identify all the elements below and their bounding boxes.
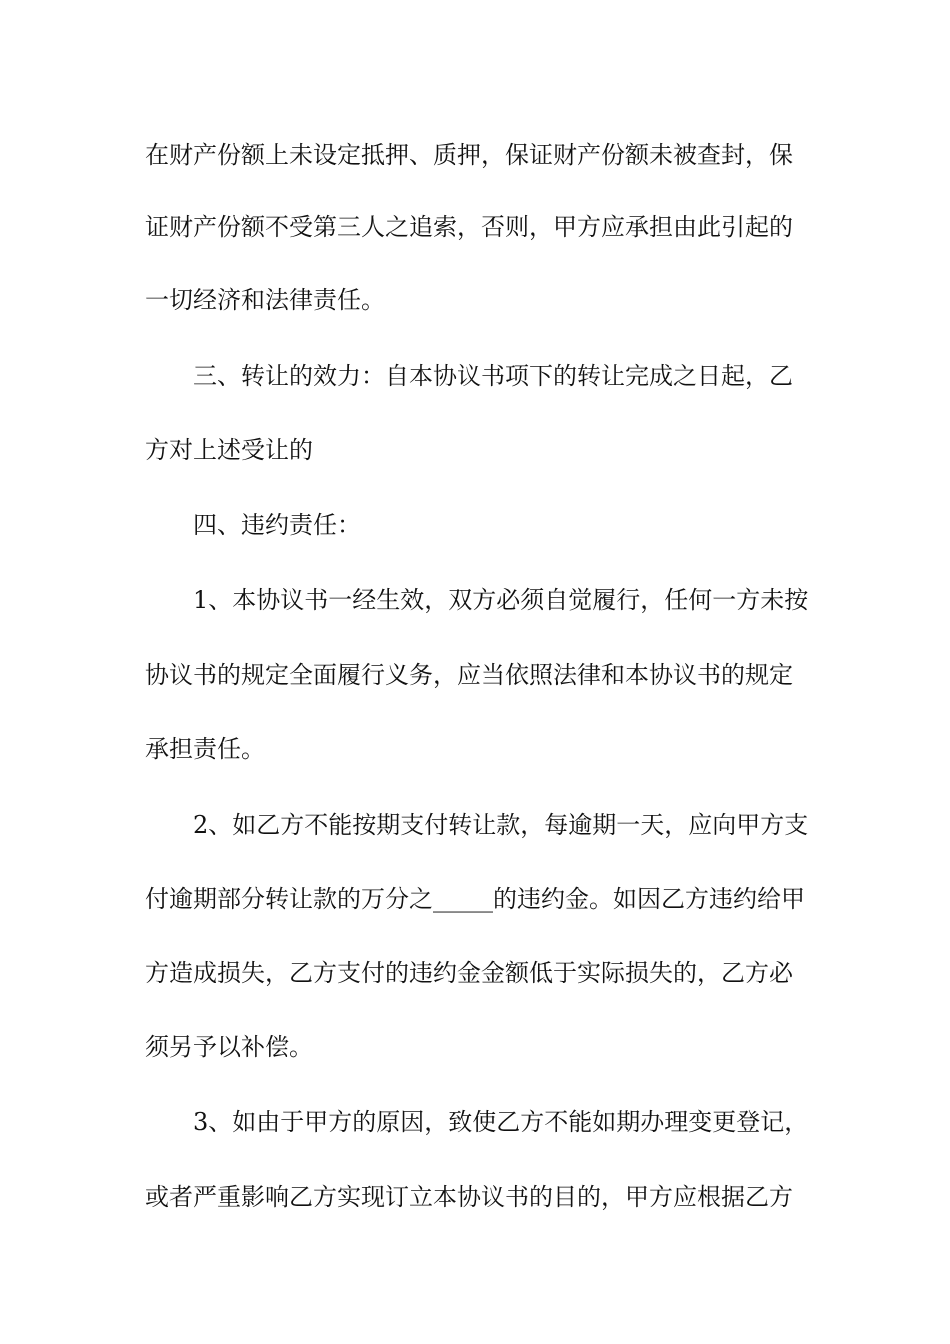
text-line: 协议书的规定全面履行义务，应当依照法律和本协议书的规定 (145, 661, 793, 689)
section-heading-liability: 四、违约责任： (193, 511, 361, 539)
text-line: 付逾期部分转让款的万分之_____的违约金。如因乙方违约给甲 (145, 885, 805, 913)
clause-2-line: 2、如乙方不能按期支付转让款，每逾期一天，应向甲方支 (193, 811, 809, 839)
text-line: 承担责任。 (145, 735, 265, 763)
clause-3-line: 3、如由于甲方的原因，致使乙方不能如期办理变更登记， (193, 1108, 809, 1136)
text-line: 方对上述受让的 (145, 436, 313, 464)
text-line: 或者严重影响乙方实现订立本协议书的目的，甲方应根据乙方 (145, 1183, 793, 1211)
section-heading-effect: 三、转让的效力：自本协议书项下的转让完成之日起，乙 (193, 362, 793, 390)
clause-1-line: 1、本协议书一经生效，双方必须自觉履行，任何一方未按 (193, 586, 809, 614)
text-line: 证财产份额不受第三人之追索，否则，甲方应承担由此引起的 (145, 213, 793, 241)
text-line: 须另予以补偿。 (145, 1033, 313, 1061)
text-line: 一切经济和法律责任。 (145, 286, 385, 314)
text-line: 在财产份额上未设定抵押、质押，保证财产份额未被查封，保 (145, 141, 793, 169)
text-line: 方造成损失，乙方支付的违约金金额低于实际损失的，乙方必 (145, 959, 793, 987)
